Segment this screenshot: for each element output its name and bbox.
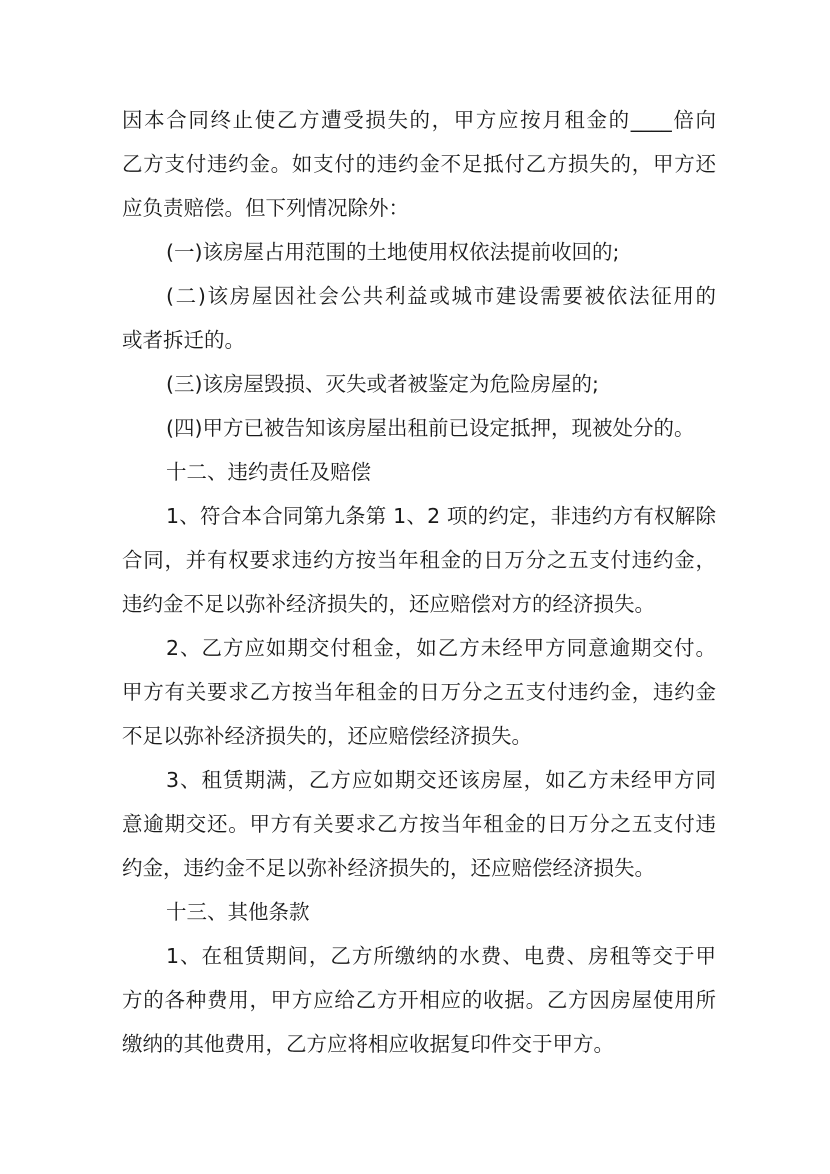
paragraph [122,406,716,450]
text-line: 十三、其他条款 [166,900,310,924]
text-line: 十二、违约责任及赔偿 [166,460,371,484]
text-line: 乙方支付违约金。如支付的违约金不足抵付乙方损失的，甲方还 [122,152,716,176]
paragraph [122,934,716,1066]
text-line: 缴纳的其他费用，乙方应将相应收据复印件交于甲方。 [122,1032,614,1056]
text-line: 甲方有关要求乙方按当年租金的日万分之五支付违约金，违约金 [122,680,716,704]
text-line: (四)甲方已被告知该房屋出租前已设定抵押，现被处分的。 [166,416,695,440]
text-line: 3、租赁期满，乙方应如期交还该房屋，如乙方未经甲方同 [166,768,716,792]
text-line: 2、乙方应如期交付租金，如乙方未经甲方同意逾期交付。 [166,636,716,660]
document-page [122,98,716,1066]
text-line: (三)该房屋毁损、灭失或者被鉴定为危险房屋的; [166,372,599,396]
text-line: 应负责赔偿。但下列情况除外： [122,196,409,220]
paragraph [122,890,716,934]
text-line: 违约金不足以弥补经济损失的，还应赔偿对方的经济损失。 [122,592,655,616]
text-line: 因本合同终止使乙方遭受损失的，甲方应按月租金的____倍向 [122,108,716,132]
text-line: 约金，违约金不足以弥补经济损失的，还应赔偿经济损失。 [122,856,655,880]
text-line: 意逾期交还。甲方有关要求乙方按当年租金的日万分之五支付违 [122,812,716,836]
text-line: 合同，并有权要求违约方按当年租金的日万分之五支付违约金， [122,548,716,572]
paragraph [122,98,716,230]
paragraph [122,450,716,494]
paragraph [122,758,716,890]
text-line: 不足以弥补经济损失的，还应赔偿经济损失。 [122,724,532,748]
paragraph [122,362,716,406]
text-line: 或者拆迁的。 [122,328,245,352]
paragraph [122,274,716,362]
text-line: (二)该房屋因社会公共利益或城市建设需要被依法征用的 [166,284,716,308]
text-line: 方的各种费用，甲方应给乙方开相应的收据。乙方因房屋使用所 [122,988,716,1012]
paragraph [122,494,716,626]
text-line: 1、符合本合同第九条第 1、2 项的约定，非违约方有权解除 [166,504,716,528]
paragraph [122,626,716,758]
text-line: 1、在租赁期间，乙方所缴纳的水费、电费、房租等交于甲 [166,944,716,968]
paragraph [122,230,716,274]
text-line: (一)该房屋占用范围的土地使用权依法提前收回的; [166,240,620,264]
